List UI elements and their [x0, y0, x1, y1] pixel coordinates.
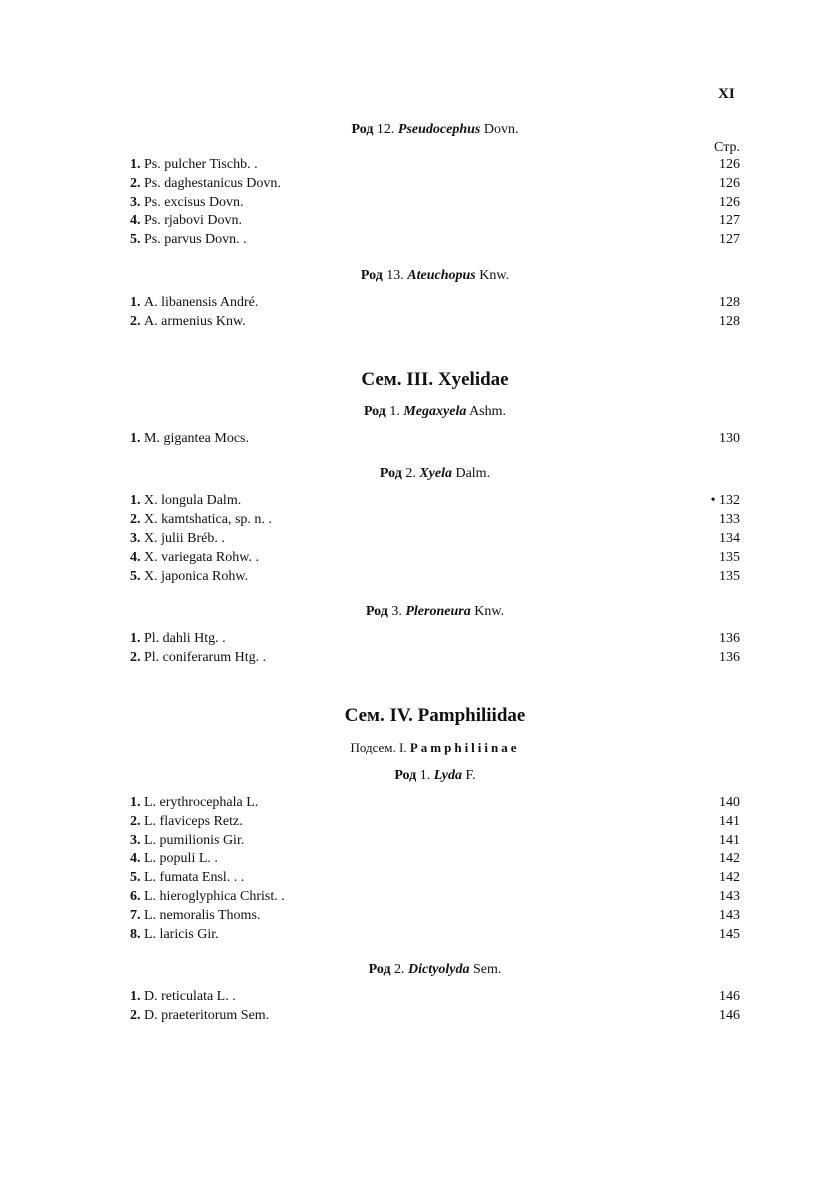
species-number: 2.: [130, 813, 144, 829]
page-ref: 145: [719, 926, 740, 942]
species-name: Ps. pulcher Tischb. .: [144, 157, 258, 172]
species-entry: [130, 813, 243, 832]
page-ref: 126: [719, 175, 740, 191]
list-item: [130, 888, 740, 907]
species-number: 4.: [130, 549, 144, 565]
species-number: 5.: [130, 870, 144, 886]
list-item: [130, 430, 740, 449]
list-item: [130, 212, 740, 231]
list-item: [130, 492, 740, 511]
genus-number: 1.: [419, 767, 434, 783]
species-entry: [130, 988, 236, 1007]
species-name: X. japonica Rohw.: [144, 568, 249, 584]
species-number: 1.: [130, 493, 144, 509]
species-number: 4.: [130, 213, 144, 229]
list-item: [130, 1007, 740, 1026]
spacer: [130, 586, 740, 602]
genus-number: 1.: [389, 403, 404, 419]
species-entry: [130, 156, 258, 175]
species-number: 3.: [130, 194, 144, 210]
species-number: 4.: [130, 851, 144, 867]
list-item: [130, 832, 740, 851]
spacer: [130, 332, 740, 366]
species-entry: [130, 649, 266, 668]
list-item: [130, 294, 740, 313]
species-entry: [130, 313, 246, 332]
species-name: D. reticulata L. .: [144, 989, 236, 1005]
genus-author: Ashm.: [466, 403, 507, 419]
species-name: Pl. dahli Htg. .: [144, 631, 226, 647]
species-entry: [130, 175, 281, 194]
genus-author: Dovn.: [480, 122, 519, 137]
page-ref: 133: [719, 512, 740, 528]
page-ref: 127: [719, 232, 740, 248]
page-ref: 130: [719, 430, 740, 446]
species-number: 2.: [130, 650, 144, 666]
genus-name: Megaxyela: [403, 403, 467, 419]
species-number: 2.: [130, 175, 144, 191]
page-ref: 135: [719, 549, 740, 565]
species-entry: [130, 294, 258, 313]
family-heading: Сем. IV. Pamphiliidae: [344, 704, 526, 726]
species-name: L. nemoralis Thoms.: [144, 907, 261, 923]
page-ref: 127: [719, 213, 740, 229]
species-entry: [130, 869, 244, 888]
genus-author: Knw.: [475, 267, 510, 283]
genus-name: Pleroneura: [405, 604, 471, 620]
genus-number: 12.: [376, 122, 398, 137]
list-item: [130, 630, 740, 649]
subfamily-prefix: Подсем. I.: [350, 739, 410, 755]
page-ref: 141: [719, 813, 740, 829]
page-ref: 143: [719, 907, 740, 923]
species-number: 6.: [130, 888, 144, 904]
genus-author: F.: [461, 767, 476, 783]
species-entry: [130, 907, 260, 926]
genus-author: Dalm.: [451, 466, 491, 482]
spacer: [130, 250, 740, 266]
species-name: L. flaviceps Retz.: [144, 813, 243, 829]
species-name: M. gigantea Mocs.: [144, 430, 249, 446]
species-name: Ps. daghestanicus Dovn.: [144, 175, 281, 191]
species-number: 7.: [130, 907, 144, 923]
species-name: Pl. coniferarum Htg. .: [144, 650, 267, 666]
species-name: X. julii Bréb. .: [144, 530, 225, 546]
page-ref: 128: [719, 294, 740, 310]
list-item: [130, 850, 740, 869]
species-name: Ps. rjabovi Dovn.: [144, 213, 242, 229]
genus-heading: [130, 120, 740, 140]
genus-number: 3.: [391, 604, 406, 620]
genus-heading: [130, 766, 740, 786]
species-number: 5.: [130, 568, 144, 584]
page-ref: 135: [719, 568, 740, 584]
species-number: 8.: [130, 926, 144, 942]
spacer: [130, 422, 740, 430]
list-item: [130, 549, 740, 568]
genus-name: Dictyolyda: [408, 962, 470, 978]
genus-prefix: Род: [360, 267, 387, 283]
spacer: [130, 622, 740, 630]
list-item: [130, 907, 740, 926]
list-item: [130, 568, 740, 587]
species-name: L. populi L. .: [144, 851, 218, 867]
genus-heading: [130, 602, 740, 622]
genus-author: Knw.: [470, 604, 505, 620]
species-name: Ps. excisus Dovn.: [144, 194, 244, 210]
list-item: [130, 869, 740, 888]
genus-heading: [130, 960, 740, 980]
list-item: [130, 794, 740, 813]
page-ref: 142: [719, 870, 740, 886]
species-name: L. erythrocephala L.: [144, 794, 259, 810]
page-ref: • 132: [710, 493, 740, 509]
list-item: [130, 175, 740, 194]
genus-prefix: Род: [351, 122, 377, 137]
family-heading: Сем. III. Xyelidae: [361, 368, 509, 390]
species-entry: [130, 549, 259, 568]
species-number: 1.: [130, 794, 144, 810]
species-name: X. kamtshatica, sp. n. .: [144, 512, 272, 528]
page-ref: 141: [719, 832, 740, 848]
list-item: [130, 649, 740, 668]
list-item: [130, 511, 740, 530]
spacer: [130, 758, 740, 766]
species-number: 1.: [130, 989, 144, 1005]
species-entry: [130, 888, 285, 907]
species-name: D. praeteritorum Sem.: [144, 1008, 270, 1024]
species-entry: [130, 832, 244, 851]
subfamily-name: Pamphiliinae: [409, 739, 520, 755]
list-item: [130, 194, 740, 213]
species-name: L. pumilionis Gir.: [144, 832, 245, 848]
species-entry: [130, 231, 247, 250]
species-entry: [130, 926, 219, 945]
list-item: [130, 988, 740, 1007]
species-number: 1.: [130, 157, 144, 172]
species-name: Ps. parvus Dovn. .: [144, 232, 247, 248]
page-ref: 146: [719, 989, 740, 1005]
species-name: L. hieroglyphica Christ. .: [144, 888, 285, 904]
subfamily-heading: [130, 738, 740, 758]
list-item: [130, 156, 740, 175]
species-entry: [130, 492, 241, 511]
spacer: [130, 730, 740, 738]
species-number: 5.: [130, 232, 144, 248]
genus-name: Ateuchopus: [407, 267, 476, 283]
genus-number: 13.: [386, 267, 408, 283]
genus-prefix: Род: [394, 767, 420, 783]
page-number: XI: [718, 86, 735, 102]
genus-prefix: Род: [365, 604, 392, 620]
species-number: 1.: [130, 631, 144, 647]
species-entry: [130, 1007, 269, 1026]
species-entry: [130, 850, 218, 869]
spacer: [130, 668, 740, 702]
species-number: 1.: [130, 430, 144, 446]
species-number: 2.: [130, 1008, 144, 1024]
page-ref: 136: [719, 650, 740, 666]
page-ref: 126: [719, 194, 740, 210]
page-column-label: Стр.: [714, 140, 740, 155]
spacer: [130, 286, 740, 294]
list-item: [130, 813, 740, 832]
species-entry: [130, 194, 244, 213]
list-item: [130, 926, 740, 945]
genus-name: Lyda: [433, 767, 462, 783]
species-number: 1.: [130, 294, 144, 310]
species-name: A. libanensis André.: [144, 294, 259, 310]
genus-author: Sem.: [469, 962, 502, 978]
spacer: [130, 944, 740, 960]
page-ref: 134: [719, 530, 740, 546]
page-ref: 143: [719, 888, 740, 904]
genus-prefix: Род: [368, 962, 395, 978]
genus-heading: [130, 266, 740, 286]
species-entry: [130, 212, 242, 231]
species-entry: [130, 630, 226, 649]
species-name: X. longula Dalm.: [144, 493, 242, 509]
list-item: [130, 231, 740, 250]
genus-number: 2.: [394, 962, 409, 978]
page-ref: 140: [719, 794, 740, 810]
spacer: [130, 786, 740, 794]
page-ref: 146: [719, 1008, 740, 1024]
species-number: 2.: [130, 512, 144, 528]
spacer: [130, 448, 740, 464]
list-item: [130, 313, 740, 332]
page-ref: 136: [719, 631, 740, 647]
species-entry: [130, 530, 225, 549]
species-entry: [130, 794, 258, 813]
spacer: [130, 980, 740, 988]
species-number: 3.: [130, 832, 144, 848]
species-number: 3.: [130, 530, 144, 546]
table-of-contents: [130, 120, 740, 1026]
species-name: L. fumata Ensl. . .: [144, 870, 245, 886]
spacer: [130, 394, 740, 402]
list-item: [130, 530, 740, 549]
genus-prefix: Род: [363, 403, 390, 419]
species-name: L. laricis Gir.: [144, 926, 219, 942]
species-entry: [130, 430, 249, 449]
species-number: 2.: [130, 313, 144, 329]
page-ref: 126: [719, 157, 740, 172]
page-ref: 128: [719, 313, 740, 329]
species-name: A. armenius Knw.: [144, 313, 246, 329]
genus-heading: [130, 402, 740, 422]
species-entry: [130, 511, 272, 530]
genus-number: 2.: [405, 466, 420, 482]
genus-prefix: Род: [379, 466, 406, 482]
genus-heading: [130, 464, 740, 484]
page-ref: 142: [719, 851, 740, 867]
genus-name: Pseudocephus: [397, 122, 481, 137]
genus-name: Xyela: [419, 466, 452, 482]
species-entry: [130, 568, 248, 587]
species-name: X. variegata Rohw. .: [144, 549, 259, 565]
spacer: [130, 484, 740, 492]
